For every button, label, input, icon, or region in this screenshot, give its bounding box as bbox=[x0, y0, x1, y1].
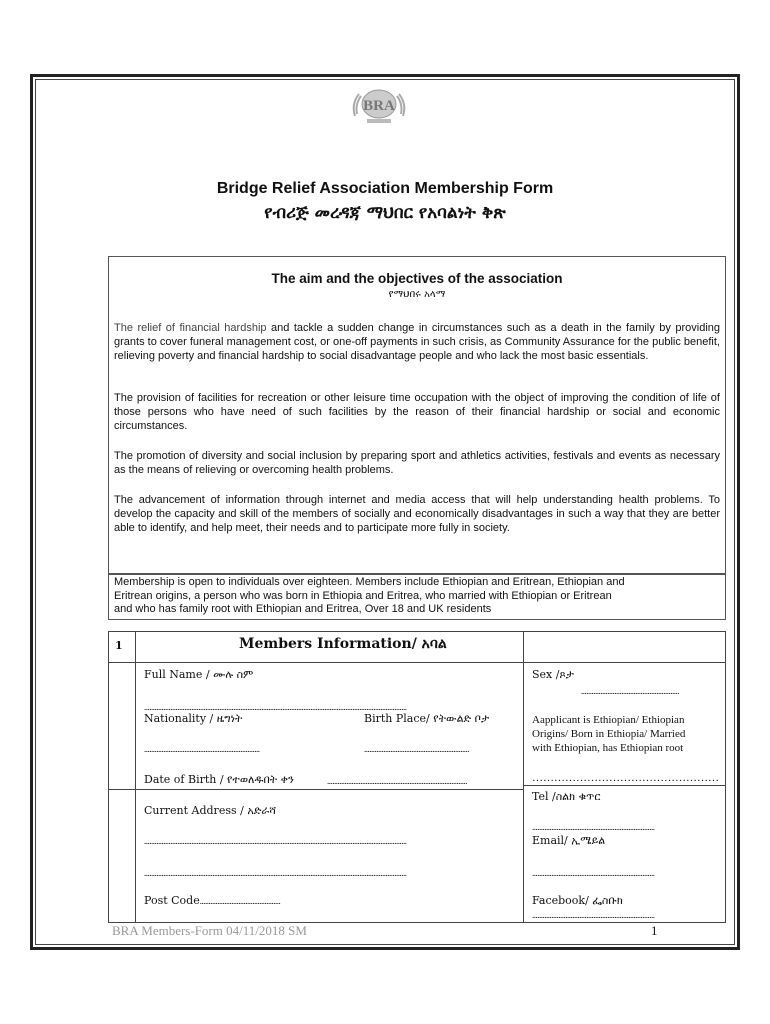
eligibility-line-3: and who has family root with Ethiopian and Eritrea, Over 18 and UK residents bbox=[114, 603, 492, 615]
tel-field[interactable]: ...................................................................... bbox=[532, 822, 655, 832]
facebook-label: Facebook/ ፌስቡክ bbox=[532, 894, 623, 907]
origin-note-line-1: Aapplicant is Ethiopian/ Ethiopian bbox=[532, 714, 685, 726]
aims-heading: The aim and the objectives of the association bbox=[271, 271, 563, 286]
form-title-amharic: የብሪጅ መረዳጃ ማህበር የአባልነት ቅጽ bbox=[264, 203, 506, 223]
address-field-line-2[interactable]: ...................................................................................................................................................... bbox=[144, 868, 407, 878]
email-field[interactable]: ...................................................................... bbox=[532, 868, 655, 878]
aims-section bbox=[108, 256, 726, 574]
origin-confirmation-field[interactable]: …………………………………………… bbox=[532, 772, 719, 784]
aim-paragraph-3: The promotion of diversity and social inclusion by preparing sport and athletics activities, festivals and events as necessary as the means of relieving or overcoming health problems. bbox=[114, 450, 720, 476]
eligibility-line-2: Eritrean origins, a person who was born in Ethiopia and Eritrea, who married with Ethiopian or Eritrean bbox=[114, 589, 612, 602]
members-heading: Members Information/ አባል bbox=[239, 636, 447, 652]
sex-label: Sex /ጾታ bbox=[532, 668, 574, 681]
bra-logo-icon bbox=[347, 86, 411, 126]
email-label: Email/ ኢሜይል bbox=[532, 834, 606, 847]
aim-highlight: The relief of financial hardship bbox=[114, 322, 267, 334]
postcode-label bbox=[144, 894, 280, 907]
nationality-label: Nationality / ዜግነት bbox=[144, 712, 243, 725]
facebook-field[interactable]: ...................................................................... bbox=[532, 910, 655, 920]
table-divider bbox=[109, 662, 725, 663]
logo-text: BRA bbox=[363, 98, 395, 114]
form-title: Bridge Relief Association Membership Form bbox=[216, 180, 554, 197]
aim-paragraph-4: The advancement of information through internet and media access that will help understanding health problems. To develop the capacity and skill of the members of socially and economically disadvantages in such a way that they are better able to identify, and help meet, their needs and to participate more fully in society. bbox=[114, 494, 720, 534]
page-number: 1 bbox=[651, 923, 658, 938]
origin-note-line-2: Origins/ Born in Ethiopia/ Married bbox=[532, 728, 686, 740]
tel-label: Tel /ስልክ ቁጥር bbox=[532, 790, 601, 803]
aims-subheading: የማህበሩ አላማ bbox=[388, 289, 446, 300]
table-divider bbox=[135, 632, 136, 922]
aim-paragraph-1 bbox=[114, 321, 720, 363]
dob-field[interactable]: ................................................................................ bbox=[327, 776, 467, 786]
birth-place-field[interactable]: ............................................................ bbox=[364, 744, 469, 754]
aim-paragraph-2: The provision of facilities for recreation or other leisure time occupation with the object of improving the condition of life of those persons who have need of such facilities by the reason of their financial hardship or social and economic circumstances. bbox=[114, 392, 720, 432]
members-info-table bbox=[108, 631, 726, 923]
table-divider bbox=[109, 789, 523, 790]
full-name-field[interactable]: ...................................................................................................................................................... bbox=[144, 702, 407, 712]
row-number: 1 bbox=[115, 639, 123, 652]
dob-label: Date of Birth / የተወለዱበት ቀን bbox=[144, 773, 294, 786]
eligibility-section bbox=[108, 574, 726, 620]
sex-field[interactable]: ........................................................ bbox=[581, 686, 679, 696]
address-label: Current Address / አድራሻ bbox=[144, 804, 277, 817]
table-divider bbox=[523, 785, 725, 786]
address-field-line-1[interactable]: ...................................................................................................................................................... bbox=[144, 836, 407, 846]
postcode-field[interactable]: .............................................. bbox=[199, 896, 281, 906]
table-divider bbox=[523, 632, 524, 922]
postcode-label-text: Post Code bbox=[144, 894, 200, 907]
origin-note-line-3: with Ethiopian, has Ethiopian root bbox=[532, 742, 684, 754]
nationality-field[interactable]: .................................................................. bbox=[144, 744, 260, 754]
full-name-label: Full Name / ሙሉ ስም bbox=[144, 668, 254, 681]
aim-paragraph-1-text: and tackle a sudden change in circumstances such as a death in the family by providing grants to cover funeral management cost, or one-off payments in such crisis, as Community Assurance for the public benefit, relieving poverty and financial hardship to social disadvantage people and who lack the most basic essentials. bbox=[114, 322, 720, 362]
eligibility-line-1: Membership is open to individuals over eighteen. Members include Ethiopian and Eritrean, Ethiopian and bbox=[114, 576, 625, 588]
form-reference: BRA Members-Form 04/11/2018 SM bbox=[112, 923, 307, 938]
birth-place-label: Birth Place/ የትውልድ ቦታ bbox=[364, 712, 490, 725]
